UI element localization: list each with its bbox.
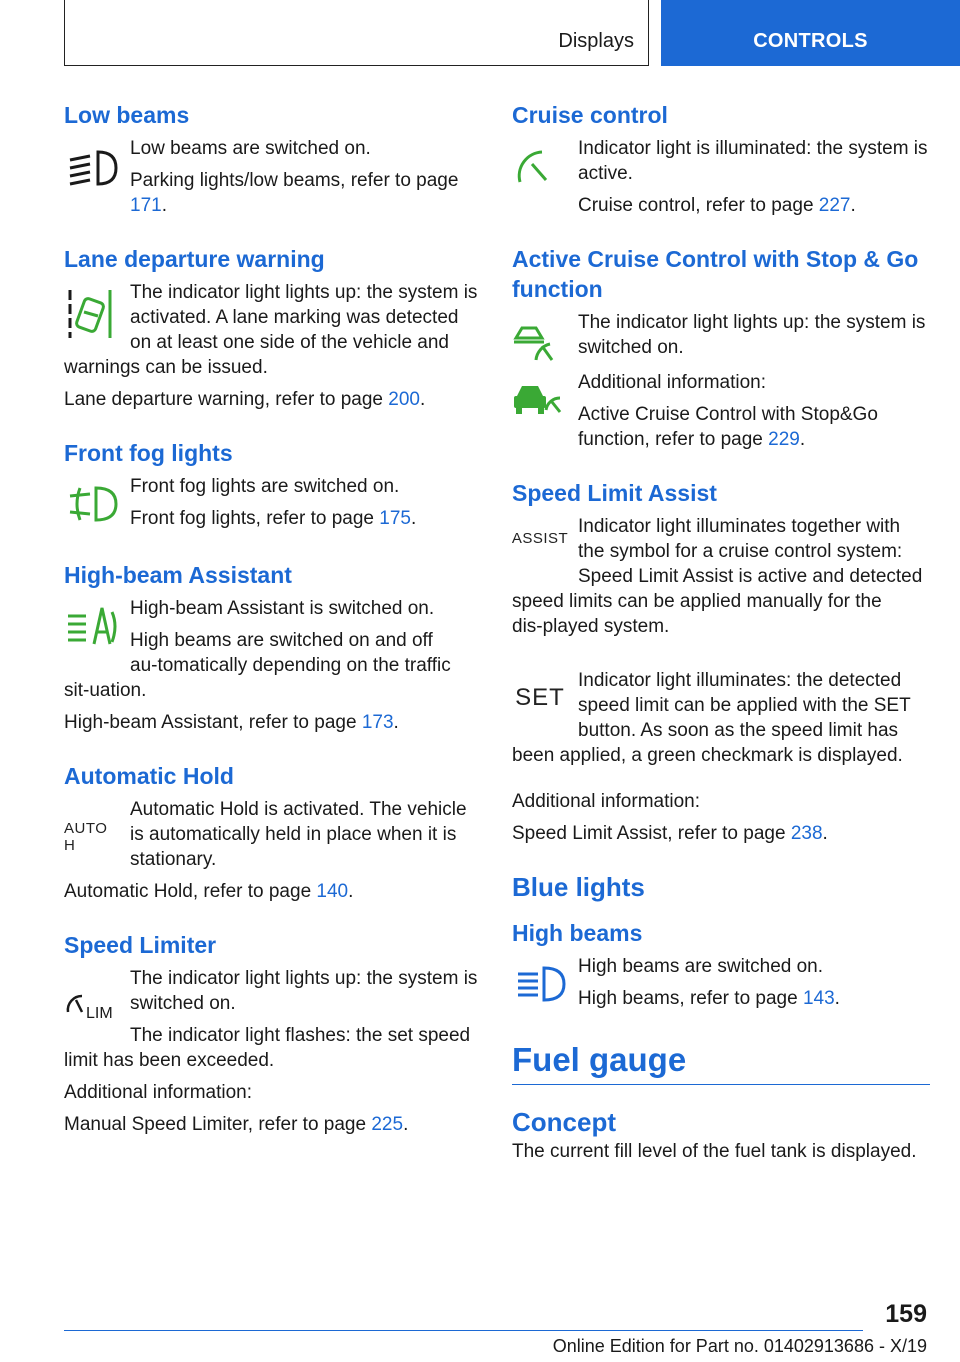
high-beams-text: High beams are switched on. [578,956,824,977]
speed-limit-assist-ref: Speed Limit Assist, refer to page 238. [512,823,828,844]
speed-limiter-row [64,966,482,1080]
heading-high-beams: High beams [512,920,643,946]
heading-speed-limiter: Speed Limiter [64,932,217,958]
section-low-beams [64,100,482,218]
high-beam-assistant-ref: High‑beam Assistant, refer to page 173. [64,712,399,733]
lane-departure-page-link[interactable]: 200 [388,389,420,410]
acc-additional: Additional information: [578,372,766,393]
header-chapter: CONTROLS [753,30,868,52]
front-fog-page-link[interactable]: 175 [379,508,411,529]
acc-filled-icon [512,376,568,424]
high-beam-assistant-body: High beams are switched on and off au‑tomatically depending on the traffic sit‑uation. [64,630,451,701]
speed-limit-assist-extra: Additional information: [512,791,700,812]
assist-icon: ASSIST [511,529,569,547]
heading-cruise-control: Cruise control [512,102,668,128]
section-lane-departure [64,244,482,412]
cruise-control-icon [512,142,568,190]
cruise-control-row [512,136,930,218]
speed-limiter-body: The indicator light flashes: the set speed limit has been exceeded. [64,1025,471,1071]
section-blue-lights [512,872,930,1014]
speed-limit-assist-row-2 [512,668,930,775]
acc-text: The indicator light lights up: the system is switched on. [578,312,926,358]
heading-acc: Active Cruise Control with Stop & Go function [512,246,919,302]
high-beams-row [512,954,930,1014]
high-beam-assistant-icon [64,602,120,650]
lane-departure-icon [64,286,120,342]
high-beam-assistant-page-link[interactable]: 173 [361,712,394,733]
section-high-beam-assistant [64,560,482,735]
automatic-hold-page-link[interactable]: 140 [316,881,349,902]
footer-edition: Online Edition for Part no. 01402913686 - X/19 [552,1336,927,1356]
high-beam-icon [512,960,568,1008]
section-fuel-gauge [512,1040,930,1164]
speed-limiter-text: The indicator light lights up: the system is switched on. [130,968,478,1014]
automatic-hold-ref: Automatic Hold, refer to page 140. [64,881,354,902]
speed-limiter-icon [64,978,120,1026]
speed-limit-assist-page-link[interactable]: 238 [790,823,823,844]
fuel-gauge-text: The current fill level of the fuel tank is displayed. [512,1141,917,1162]
high-beam-assistant-text: High‑beam Assistant is switched on. [130,598,435,619]
heading-high-beam-assistant: High‑beam Assistant [64,562,292,588]
page-number: 159 [885,1300,927,1328]
cruise-control-text: Indicator light is illuminated: the system is active. [578,138,928,184]
footer-divider [64,1330,863,1331]
acc-row-2 [512,370,930,452]
speed-limit-assist-text-1: Indicator light illuminates together with the symbol for a cruise control system: Speed Limit Assist is active and detected speed limits can be applied manually for the dis‑played system. [512,516,923,637]
low-beams-page-link[interactable]: 171 [130,195,162,216]
header-section-box [64,0,649,66]
heading-front-fog: Front fog lights [64,440,233,466]
speed-limiter-ref: Manual Speed Limiter, refer to page 225. [64,1114,409,1135]
heading-blue-lights: Blue lights [512,872,645,902]
front-fog-text: Front fog lights are switched on. [130,476,400,497]
speed-limiter-extra: Additional information: [64,1082,252,1103]
heading-fuel-gauge: Fuel gauge [512,1040,930,1085]
speed-limit-assist-row-1 [512,514,930,646]
high-beam-assistant-row [64,596,482,710]
cruise-control-ref: Cruise control, refer to page 227. [578,195,856,216]
high-beams-ref: High beams, refer to page 143. [578,988,840,1009]
low-beams-row [64,136,482,218]
acc-outline-icon [512,316,568,364]
right-column [512,100,930,1171]
left-column [64,100,482,1163]
heading-automatic-hold: Automatic Hold [64,763,234,789]
high-beams-page-link[interactable]: 143 [802,988,835,1009]
header-chapter-tab [661,0,960,66]
speed-limiter-page-link[interactable]: 225 [371,1114,404,1135]
heading-lane-departure: Lane departure warning [64,246,325,272]
automatic-hold-text: Automatic Hold is activated. The vehicle is automatically held in place when it is stationary. [130,799,467,870]
low-beams-text: Low beams are switched on. [130,138,371,159]
section-automatic-hold [64,761,482,904]
acc-row-1 [512,310,930,370]
acc-ref: Active Cruise Control with Stop&Go function, refer to page 229. [578,404,878,450]
section-front-fog [64,438,482,534]
auto-hold-icon: AUTO H [64,820,108,854]
front-fog-row [64,474,482,534]
heading-concept: Concept [512,1107,616,1137]
section-speed-limiter [64,930,482,1137]
cruise-control-page-link[interactable]: 227 [818,195,851,216]
front-fog-ref: Front fog lights, refer to page 175. [130,508,417,529]
speed-limit-assist-text-2: Indicator light illuminates: the detected speed limit can be applied with the SET button. As soon as the speed limit has been applied, a green checkmark is displayed. [512,670,911,766]
section-acc [512,244,930,452]
svg-text:LIM: LIM [86,1005,113,1022]
acc-page-link[interactable]: 229 [768,429,800,450]
header-section: Displays [558,30,634,52]
front-fog-light-icon [64,480,120,528]
lane-departure-row [64,280,482,387]
lane-departure-text: The indicator light lights up: the system is activated. A lane marking was detected on at least one side of the vehicle and warnings can be issued. [64,282,478,378]
lane-departure-ref: Lane departure warning, refer to page 200. [64,389,426,410]
heading-speed-limit-assist: Speed Limit Assist [512,480,717,506]
heading-low-beams: Low beams [64,102,190,128]
automatic-hold-row [64,797,482,872]
set-icon: SET [515,684,565,711]
low-beams-ref: Parking lights/low beams, refer to page 171. [130,170,459,216]
low-beam-icon [64,142,120,190]
section-cruise-control [512,100,930,218]
section-speed-limit-assist [512,478,930,846]
